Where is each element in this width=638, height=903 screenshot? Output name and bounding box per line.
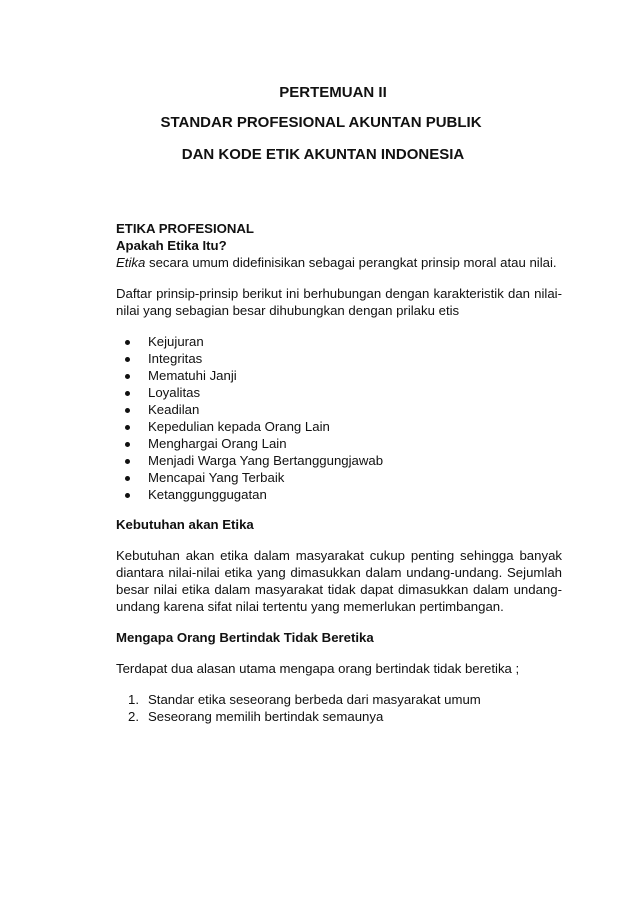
list-item-text: Kejujuran	[148, 334, 204, 349]
section-heading-etika-profesional: ETIKA PROFESIONAL	[116, 221, 254, 236]
list-item-text: Loyalitas	[148, 385, 201, 400]
list-item	[116, 691, 562, 708]
bullet-icon	[125, 408, 130, 413]
list-item	[116, 401, 562, 418]
page-title-line1: PERTEMUAN II	[279, 84, 387, 101]
list-item-text: Mematuhi Janji	[148, 368, 237, 383]
definition-paragraph	[116, 254, 562, 271]
list-item	[116, 486, 562, 503]
list-item	[116, 708, 562, 725]
list-item-text: Menghargai Orang Lain	[148, 436, 287, 451]
list-item-text: Standar etika seseorang berbeda dari masyarakat umum	[148, 692, 481, 707]
bullet-icon	[125, 493, 130, 498]
principles-intro-paragraph: Daftar prinsip-prinsip berikut ini berhubungan dengan karakteristik dan nilai-nilai yang sebagian besar dihubungkan dengan prilaku etis	[116, 286, 562, 318]
list-item-text: Kepedulian kepada Orang Lain	[148, 419, 330, 434]
definition-text: secara umum didefinisikan sebagai perangkat prinsip moral atau nilai.	[145, 255, 557, 270]
bullet-icon	[125, 391, 130, 396]
list-item	[116, 452, 562, 469]
list-item	[116, 384, 562, 401]
kebutuhan-paragraph: Kebutuhan akan etika dalam masyarakat cukup penting sehingga banyak diantara nilai-nilai etika yang dimasukkan dalam undang-undang. Sejumlah besar nilai etika dalam masyarakat tidak dapat dimasukkan dalam undang-undang karena sifat nilai tertentu yang memerlukan pertimbangan.	[116, 548, 562, 614]
list-item-text: Integritas	[148, 351, 203, 366]
bullet-icon	[125, 476, 130, 481]
list-item-text: Menjadi Warga Yang Bertanggungjawab	[148, 453, 384, 468]
page-title-line2: STANDAR PROFESIONAL AKUNTAN PUBLIK	[160, 114, 482, 131]
bullet-icon	[125, 374, 130, 379]
list-item	[116, 435, 562, 452]
list-item	[116, 469, 562, 486]
list-item-number: 2.	[128, 709, 139, 724]
bullet-icon	[125, 357, 130, 362]
list-item	[116, 333, 562, 350]
list-item-text: Seseorang memilih bertindak semaunya	[148, 709, 384, 724]
mengapa-intro-paragraph: Terdapat dua alasan utama mengapa orang bertindak tidak beretika ;	[116, 661, 520, 676]
bullet-icon	[125, 442, 130, 447]
bullet-icon	[125, 459, 130, 464]
section-heading-kebutuhan: Kebutuhan akan Etika	[116, 517, 254, 532]
section-heading-mengapa: Mengapa Orang Bertindak Tidak Beretika	[116, 630, 374, 645]
list-item	[116, 350, 562, 367]
list-item	[116, 418, 562, 435]
subheading-apakah-etika: Apakah Etika Itu?	[116, 238, 227, 253]
list-item-text: Mencapai Yang Terbaik	[148, 470, 285, 485]
definition-term: Etika	[116, 255, 146, 270]
list-item-text: Ketanggunggugatan	[148, 487, 267, 502]
list-item	[116, 367, 562, 384]
list-item-text: Keadilan	[148, 402, 200, 417]
principles-list	[116, 333, 562, 503]
page-title-line3: DAN KODE ETIK AKUNTAN INDONESIA	[181, 146, 465, 163]
document-body	[116, 220, 562, 725]
bullet-icon	[125, 340, 130, 345]
reasons-list	[116, 691, 562, 725]
bullet-icon	[125, 425, 130, 430]
list-item-number: 1.	[128, 692, 139, 707]
